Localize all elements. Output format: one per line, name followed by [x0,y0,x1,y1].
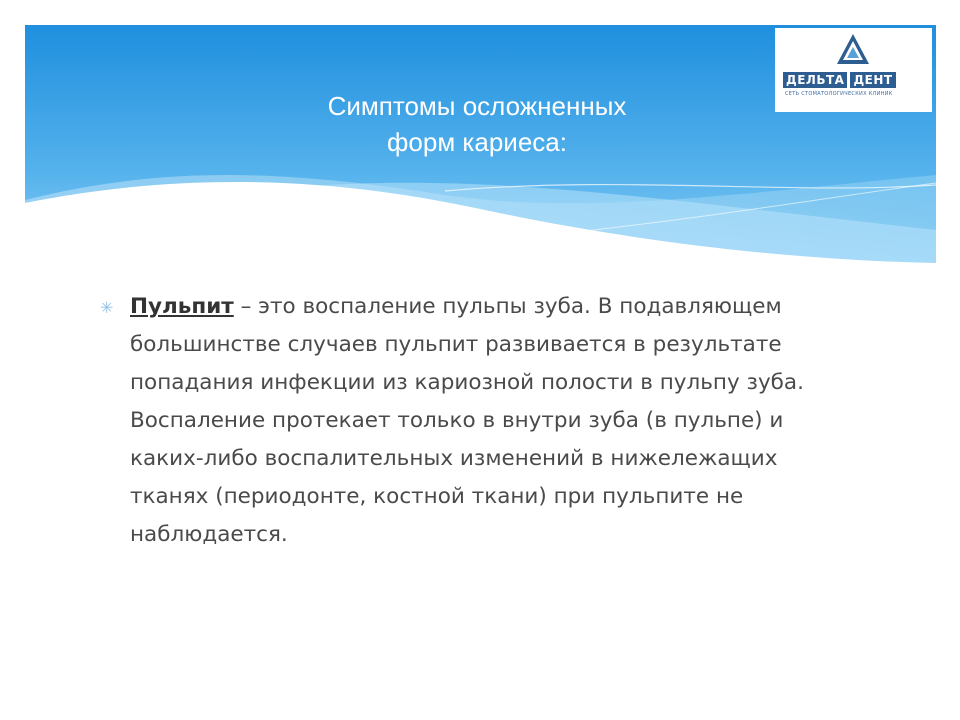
logo-word-dent: ДЕНТ [850,72,895,88]
title-line-2: форм кариеса: [387,127,567,157]
bullet-item [100,288,860,554]
title-line-1: Симптомы осложненных [327,91,627,121]
bullet-text [130,288,855,554]
slide-title [252,88,702,160]
term-pulpitis: Пульпит [130,294,234,319]
logo-subtitle: СЕТЬ СТОМАТОЛОГИЧЕСКИХ КЛИНИК [785,91,893,97]
asterisk-bullet-icon: ✳ [100,298,114,317]
triangle-mountain-icon [775,28,932,72]
logo-wordmark [783,72,896,88]
logo-word-delta: ДЕЛЬТА [783,72,847,88]
term-definition: – это воспаление пульпы зуба. В подавляющем большинстве случаев пульпит развивается в результате попадания инфекции из кариозной полости в пульпу зуба. Воспаление протекает только в внутри зуба (в пульпе) и каких-либо воспалительных изменений в нижележащих тканях (периодонте, костной ткани) при пульпите не наблюдается. [130,294,804,547]
delta-dent-logo [775,28,932,112]
content-body [100,288,860,554]
